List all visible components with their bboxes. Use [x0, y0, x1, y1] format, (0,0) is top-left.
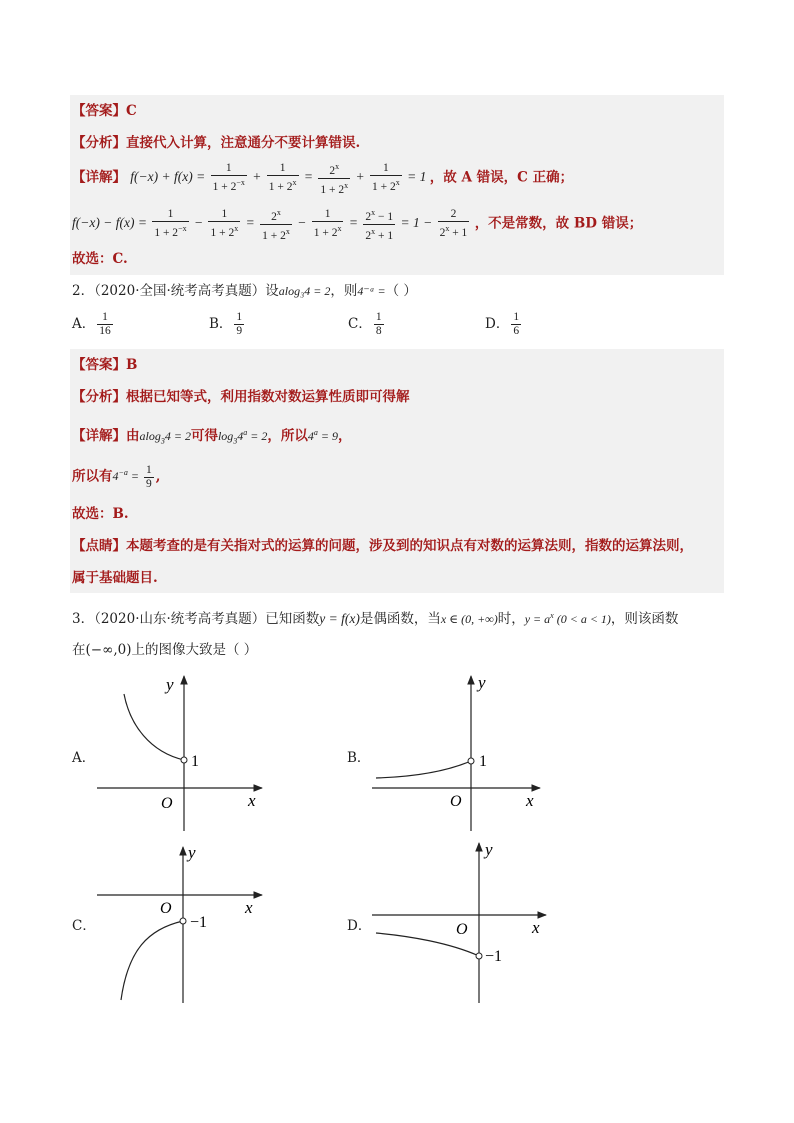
- q1-conclusion: [72, 250, 128, 268]
- option-fraction: $\frac{1}{6}$: [513, 311, 520, 337]
- detail-tag: 【详解】: [72, 169, 126, 186]
- fraction: $\frac{1}{1 + 2^x}$: [313, 208, 342, 240]
- q3-stem-line1: [72, 607, 678, 628]
- curve: [124, 694, 184, 760]
- q2-detail-line2: 所以有$4^{-a}$ = $\frac{1}{9}$ ,: [72, 464, 161, 490]
- formula: f(−x) − f(x) = $\frac{1}{1 + 2^{-x}}$ − $\frac{1}{1 + 2^x}$ = $\frac{2^x}{1 + 2^x}$ − $\frac{1}{1 + 2^x}$ = $\frac{2^x - 1}{2^x + 1}$ = 1 − $\frac{2}{2^x + 1}$: [72, 208, 468, 242]
- formula: $y = a^x$ (0 < a < 1): [524, 611, 611, 626]
- option-fraction: $\frac{1}{8}$: [375, 311, 382, 337]
- graph-b[interactable]: [372, 673, 540, 831]
- q2-option-c[interactable]: [348, 311, 386, 338]
- fraction: $\frac{2^x}{1 + 2^x}$: [320, 162, 349, 196]
- q2-option-d[interactable]: [485, 311, 523, 338]
- origin-label: O: [160, 900, 172, 917]
- origin-label: O: [161, 795, 173, 812]
- curve: [376, 761, 471, 778]
- graph-d[interactable]: [372, 840, 546, 1003]
- formula: y = f(x): [319, 611, 360, 626]
- q2-answer: [72, 356, 137, 374]
- stem-prefix: 3．（2020·山东·统考高考真题）已知函数: [72, 611, 320, 627]
- formula: alog$_3$4 = 2: [139, 429, 191, 446]
- fraction: $\frac{1}{1 + 2^{-x}}$: [154, 208, 187, 240]
- marker-label: 1: [191, 753, 199, 770]
- detail-c: ，所以: [267, 428, 308, 444]
- q2-stem: [72, 282, 417, 300]
- origin-label: O: [450, 793, 462, 810]
- q1-detail-line1: [72, 160, 573, 197]
- conclusion: 故选：B.: [72, 506, 129, 522]
- fraction: $\frac{1}{1 + 2^x}$: [210, 208, 239, 240]
- graph-a-label: A．: [72, 750, 96, 766]
- stem-prefix: 2．（2020·全国·统考高考真题）设: [72, 283, 279, 299]
- x-label: x: [248, 791, 256, 810]
- option-label: D．: [485, 316, 510, 332]
- formula: x ∈ (0, +∞): [440, 612, 498, 626]
- fraction: $\frac{1}{1 + 2^{-x}}$: [212, 162, 245, 194]
- q2-detail: [72, 424, 352, 450]
- stem-mid: ，则: [330, 283, 358, 299]
- x-label: x: [245, 898, 253, 917]
- option-fraction: $\frac{1}{16}$: [99, 311, 111, 337]
- formula: $4^{-a}$ = $\frac{1}{9}$: [112, 464, 152, 490]
- option-label: A．: [72, 316, 96, 332]
- y-label: y: [188, 843, 196, 862]
- detail-a: 由: [126, 428, 140, 444]
- x-label: x: [532, 918, 540, 937]
- option-label: B．: [209, 316, 233, 332]
- analysis-text: 直接代入计算，注意通分不要计算错误.: [126, 135, 361, 151]
- formula: $4^a = 9$: [307, 428, 339, 443]
- option-label: C．: [348, 316, 372, 332]
- detail2-prefix: 所以有: [72, 468, 113, 485]
- marker-label: −1: [485, 948, 503, 965]
- q1-analysis: [72, 134, 360, 152]
- fraction: $\frac{2^x}{1 + 2^x}$: [262, 208, 290, 242]
- curve: [121, 921, 183, 1000]
- open-point: [476, 953, 482, 959]
- q2-comment-line1: [72, 537, 693, 555]
- comment-text: 属于基础题目.: [72, 570, 158, 586]
- stem-mid2: 时，: [497, 611, 525, 627]
- formula: f(−x) + f(x) = $\frac{1}{1 + 2^{-x}}$ + $\frac{1}{1 + 2^x}$ = $\frac{2^x}{1 + 2^x}$ + $\frac{1}{1 + 2^x}$ = 1: [130, 162, 430, 196]
- answer-value: C: [126, 103, 137, 119]
- q3-stem-line2: [72, 641, 257, 659]
- q2-option-a[interactable]: [72, 311, 115, 338]
- fraction: $\frac{2}{2^x + 1}$: [439, 208, 468, 240]
- fraction: $\frac{2^x - 1}{2^x + 1}$: [365, 208, 394, 242]
- stem-condition: alog₃4 = 2: [278, 284, 331, 298]
- graph-c[interactable]: [97, 843, 262, 1003]
- analysis-tag: 【分析】: [72, 389, 126, 405]
- answer-tag: 【答案】: [72, 357, 126, 373]
- graph-d-label: D．: [347, 918, 372, 934]
- open-point: [468, 758, 474, 764]
- open-point: [180, 918, 186, 924]
- open-point: [181, 757, 187, 763]
- analysis-tag: 【分析】: [72, 135, 126, 151]
- x-label: x: [526, 791, 534, 810]
- answer-tag: 【答案】: [72, 103, 126, 119]
- q2-comment-line2: [72, 569, 158, 587]
- stem-text: 在(−∞,0)上的图像大致是（ ）: [72, 642, 258, 658]
- q2-option-b[interactable]: [209, 311, 246, 338]
- detail-d: ，: [338, 428, 352, 444]
- fraction: $\frac{1}{1 + 2^x}$: [268, 162, 297, 194]
- detail-tail: ，故 A 错误，C 正确；: [429, 169, 574, 186]
- stem-expression: 4⁻ᵃ =: [357, 284, 386, 298]
- comment-text: 本题考查的是有关指对式的运算的问题，涉及到的知识点有对数的运算法则，指数的运算法则，: [126, 538, 693, 554]
- stem-suffix: ，则该函数: [610, 611, 679, 627]
- option-fraction: $\frac{1}{9}$: [236, 311, 243, 337]
- q1-detail-line2: [72, 206, 642, 243]
- detail-tag: 【详解】: [72, 428, 126, 444]
- marker-label: 1: [479, 753, 487, 770]
- detail-b: 可得: [190, 428, 218, 444]
- graph-c-label: C．: [72, 918, 96, 934]
- answer-value: B: [126, 357, 138, 373]
- q1-answer: [72, 102, 137, 120]
- y-label: y: [485, 840, 493, 859]
- formula: $\log_34^a = 2$: [217, 428, 268, 446]
- q2-conclusion: [72, 505, 129, 523]
- stem-mid: 是偶函数，当: [359, 611, 441, 627]
- stem-suffix: （ ）: [385, 283, 417, 299]
- graph-b-label: B．: [347, 750, 371, 766]
- detail-tail: ，不是常数，故 BD 错误；: [474, 215, 643, 232]
- fraction: $\frac{1}{1 + 2^x}$: [372, 162, 400, 194]
- marker-label: −1: [190, 914, 208, 931]
- y-label: y: [478, 673, 486, 692]
- y-label: y: [166, 675, 174, 694]
- origin-label: O: [456, 921, 468, 938]
- q2-solution-box: [70, 349, 724, 593]
- conclusion: 故选：C.: [72, 251, 128, 267]
- q2-analysis: [72, 388, 410, 406]
- comment-tag: 【点睛】: [72, 538, 126, 554]
- graph-a[interactable]: [97, 675, 262, 831]
- analysis-text: 根据已知等式，利用指数对数运算性质即可得解: [126, 389, 410, 405]
- curve: [376, 933, 479, 956]
